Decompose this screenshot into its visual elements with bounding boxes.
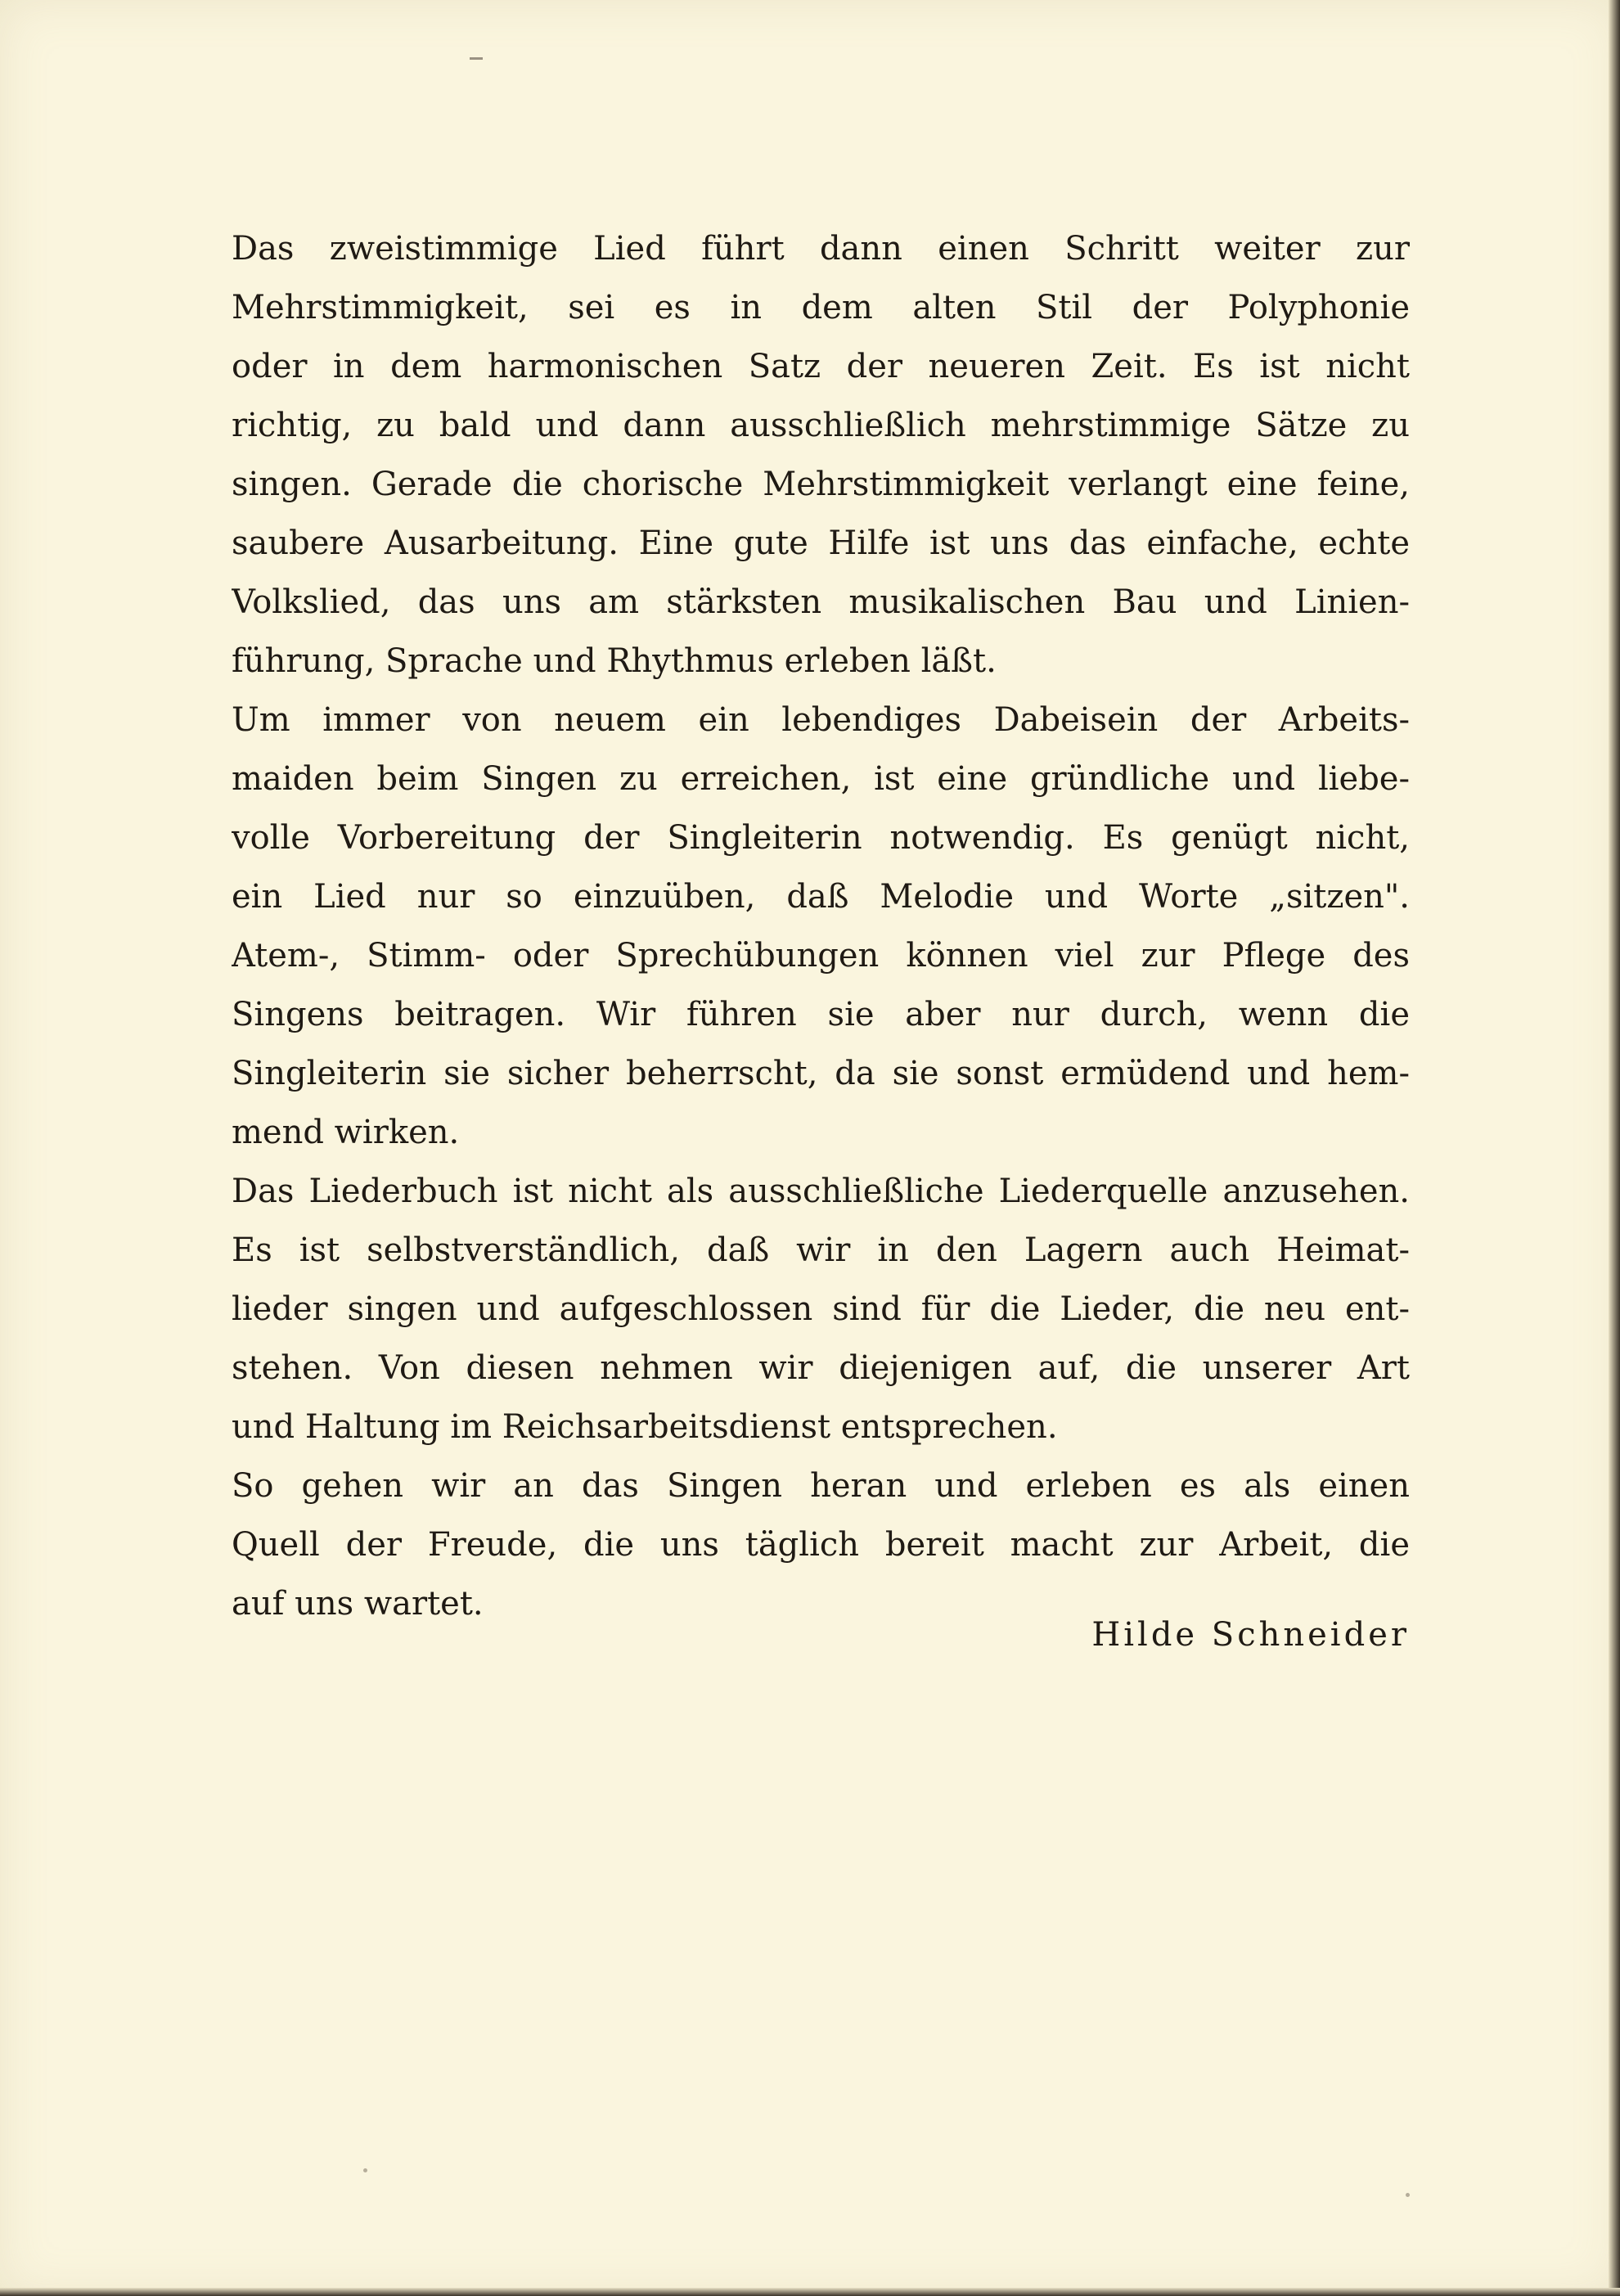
text-line: So gehen wir an das Singen heran und erleben es als einen [232, 1467, 1410, 1505]
text-line: auf uns wartet. [232, 1585, 484, 1623]
text-line: richtig, zu bald und dann ausschließlich mehrstimmige Sätze zu [232, 407, 1410, 444]
text-line: führung, Sprache und Rhythmus erleben läßt. [232, 642, 997, 680]
text-line: ein Lied nur so einzuüben, daß Melodie und Worte „sitzen". [232, 878, 1410, 916]
text-line: Atem-, Stimm- oder Sprechübungen können viel zur Pflege des [232, 937, 1410, 975]
text-line: Mehrstimmigkeit, sei es in dem alten Stil der Polyphonie [232, 289, 1410, 326]
text-line: Das Liederbuch ist nicht als ausschließliche Liederquelle anzusehen. [232, 1173, 1410, 1210]
text-line: saubere Ausarbeitung. Eine gute Hilfe ist uns das einfache, echte [232, 524, 1410, 562]
text-line: Singens beitragen. Wir führen sie aber nur durch, wenn die [232, 996, 1410, 1033]
text-line: maiden beim Singen zu erreichen, ist eine gründliche und liebe- [232, 760, 1410, 798]
text-line: mend wirken. [232, 1114, 460, 1151]
author-signature: Hilde Schneider [1091, 1616, 1410, 1654]
page-speck [363, 2168, 367, 2172]
page-mark [470, 57, 483, 60]
text-line: lieder singen und aufgeschlossen sind für die Lieder, die neu ent- [232, 1290, 1410, 1328]
text-line: Singleiterin sie sicher beherrscht, da sie sonst ermüdend und hem- [232, 1055, 1410, 1092]
text-line: Es ist selbstverständlich, daß wir in den Lagern auch Heimat- [232, 1231, 1410, 1269]
page-speck [1406, 2193, 1410, 2197]
text-line: Das zweistimmige Lied führt dann einen Schritt weiter zur [232, 230, 1410, 268]
text-line: singen. Gerade die chorische Mehrstimmigkeit verlangt eine feine, [232, 466, 1410, 503]
body-text [232, 219, 1410, 1633]
page-edge [1609, 0, 1620, 2296]
page-edge [0, 2288, 1620, 2296]
text-line: stehen. Von diesen nehmen wir diejenigen auf, die unserer Art [232, 1349, 1410, 1387]
text-line: und Haltung im Reichsarbeitsdienst entsprechen. [232, 1408, 1058, 1446]
text-line: Volkslied, das uns am stärksten musikalischen Bau und Linien- [232, 583, 1410, 621]
text-line: volle Vorbereitung der Singleiterin notwendig. Es genügt nicht, [232, 819, 1410, 857]
text-line: oder in dem harmonischen Satz der neueren Zeit. Es ist nicht [232, 348, 1410, 385]
text-line: Quell der Freude, die uns täglich bereit macht zur Arbeit, die [232, 1526, 1410, 1564]
text-line: Um immer von neuem ein lebendiges Dabeisein der Arbeits- [232, 701, 1410, 739]
